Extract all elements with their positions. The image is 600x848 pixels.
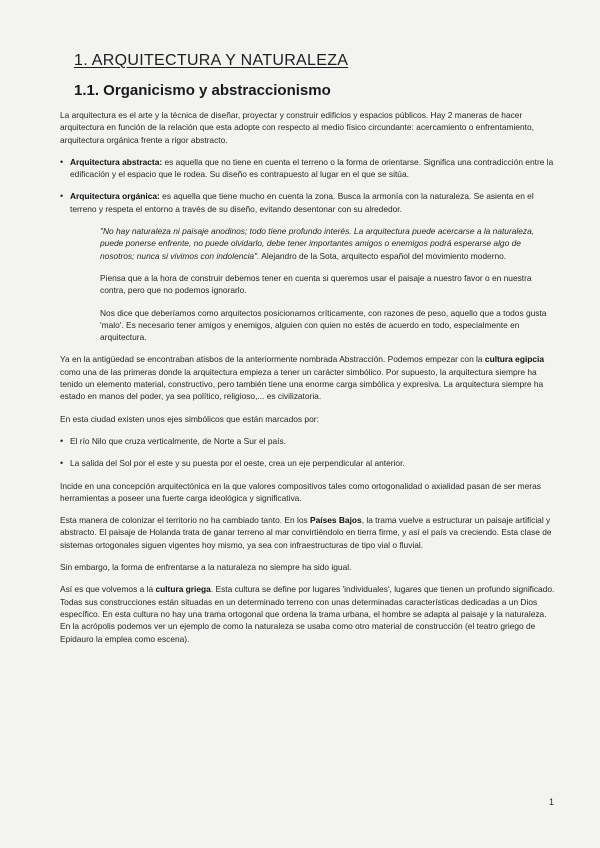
section-title: 1.1. Organicismo y abstraccionismo xyxy=(74,82,331,99)
egipcia-term: cultura egipcia xyxy=(484,354,545,365)
egipcia-text-b: como una de las primeras donde la arquitectura empieza a tener un carácter simbólico. Por supuesto, la arquitectura siempre ha tenido un elemento material, constructivo, pero también tiene una enorme carga simbólica y expresiva. La arquitectura siempre ha estado en manos del poder, ya sea político, religioso,... es civilizatoria. xyxy=(60,366,544,402)
paises-text-a: Esta manera de colonizar el territorio no ha cambiado tanto. En los xyxy=(60,515,310,526)
quote-commentary-1: Piensa que a la hora de construir debemos tener en cuenta si queremos usar el paisaje a nuestro favor o en nuestra contra, pero que no podemos ignorarlo. xyxy=(100,272,532,296)
bullet-organica-term: Arquitectura orgánica: xyxy=(70,191,160,202)
bullet-abstracta xyxy=(60,156,555,181)
paragraph-ejes-intro: En esta ciudad existen unos ejes simbólicos que están marcados por: xyxy=(60,413,319,424)
paragraph-paises-bajos xyxy=(60,514,555,551)
page-number: 1 xyxy=(549,797,555,807)
quote-author: Alejandro de la Sota, arquitecto español del movimiento moderno. xyxy=(259,250,507,261)
paragraph-sin-embargo: Sin embargo, la forma de enfrentarse a la naturaleza no siempre ha sido igual. xyxy=(60,562,352,573)
paragraph-egipcia xyxy=(60,353,555,402)
griega-text-b: . Esta cultura se define por lugares 'individuales', lugares que tienen un profundo significado. Todas sus construcciones están situadas en un determinado terreno con unas determinadas características dedicadas a un Dios específico. En esta cultura no hay una trama ortogonal que ordena la trama urbana, el hombre se adapta al paisaje y la naturaleza. En la acrópolis podemos ver un ejemplo de como la naturaleza se usaba como otro material de construcción (el teatro griego de Epidauro la emplea como escena). xyxy=(60,584,555,644)
egipcia-text-a: Ya en la antigüedad se encontraban atisbos de la anteriormente nombrada Abstracción. Podemos empezar con la xyxy=(60,354,485,365)
griega-text-a: Así es que volvemos a la xyxy=(60,584,156,595)
paragraph-incide: Incide en una concepción arquitectónica en la que valores compositivos tales como ortogonalidad o axialidad pasan de ser meras herramientas a poseer una fuerte carga ideológica y significativa. xyxy=(60,480,541,503)
chapter-title: 1. ARQUITECTURA Y NATURALEZA xyxy=(74,52,349,69)
bullet-organica xyxy=(60,190,555,215)
bullet-eje-nilo: • El río Nilo que cruza verticalmente, de Norte a Sur el país. xyxy=(60,435,555,447)
bullet-abstracta-text: es aquella que no tiene en cuenta el terreno o la forma de orientarse. Significa una contradicción entre la edificación y el espacio que le rodea. Su diseño es contrapuesto al lugar en el que se sitúa. xyxy=(70,156,554,180)
page-content xyxy=(60,52,555,655)
paragraph-griega xyxy=(60,583,555,644)
faint-header xyxy=(250,14,550,24)
quote-commentary-2: Nos dice que deberíamos como arquitectos posicionarnos críticamente, con razones de peso, aquello que a todos gusta 'malo'. Es necesario tener amigos y enemigos, alguien con quien no estés de acuerdo en todo, especialmente en arquitectura. xyxy=(100,307,547,343)
quote-sota xyxy=(100,225,555,262)
quote-text: "No hay naturaleza ni paisaje anodinos; todo tiene profundo interés. La arquitectura puede acercarse a la naturaleza, puede ponerse enfrente, no puede olvidarlo, debe tener importantes amigos o enemigos podrá esperarse algo de nosotros; nunca si vivimos con indolencia". xyxy=(100,226,535,261)
intro-paragraph: La arquitectura es el arte y la técnica de diseñar, proyectar y construir edificios y espacios públicos. Hay 2 maneras de hacer arquitectura en función de la relación que esta adopte con respecto al medio físico circundante: acercamiento o enfrentamiento, arquitectura orgánica frente a rigor abstracto. xyxy=(60,110,534,145)
griega-term: cultura griega xyxy=(155,584,211,595)
bullet-abstracta-term: Arquitectura abstracta: xyxy=(70,156,163,167)
bullet-eje-sol: • La salida del Sol por el este y su puesta por el oeste, crea un eje perpendicular al anterior. xyxy=(60,457,555,469)
bullet-organica-text: es aquella que tiene mucho en cuenta la zona. Busca la armonía con la naturaleza. Se asienta en el terreno y respeta el entorno a través de su diseño, evitando desentonar con su alrededor. xyxy=(70,191,534,214)
paises-text-b: , la trama vuelve a estructurar un paisaje artificial y abstracto. El paisaje de Holanda trata de ganar terreno al mar convirtiéndolo en tierra firme, y así el país va creciendo. Esta clase de sistemas ortogonales siguen vigentes hoy mismo, ya sea con infraestructuras de tipo vial o fluvial. xyxy=(60,515,552,550)
paises-term: Países Bajos xyxy=(310,515,362,526)
